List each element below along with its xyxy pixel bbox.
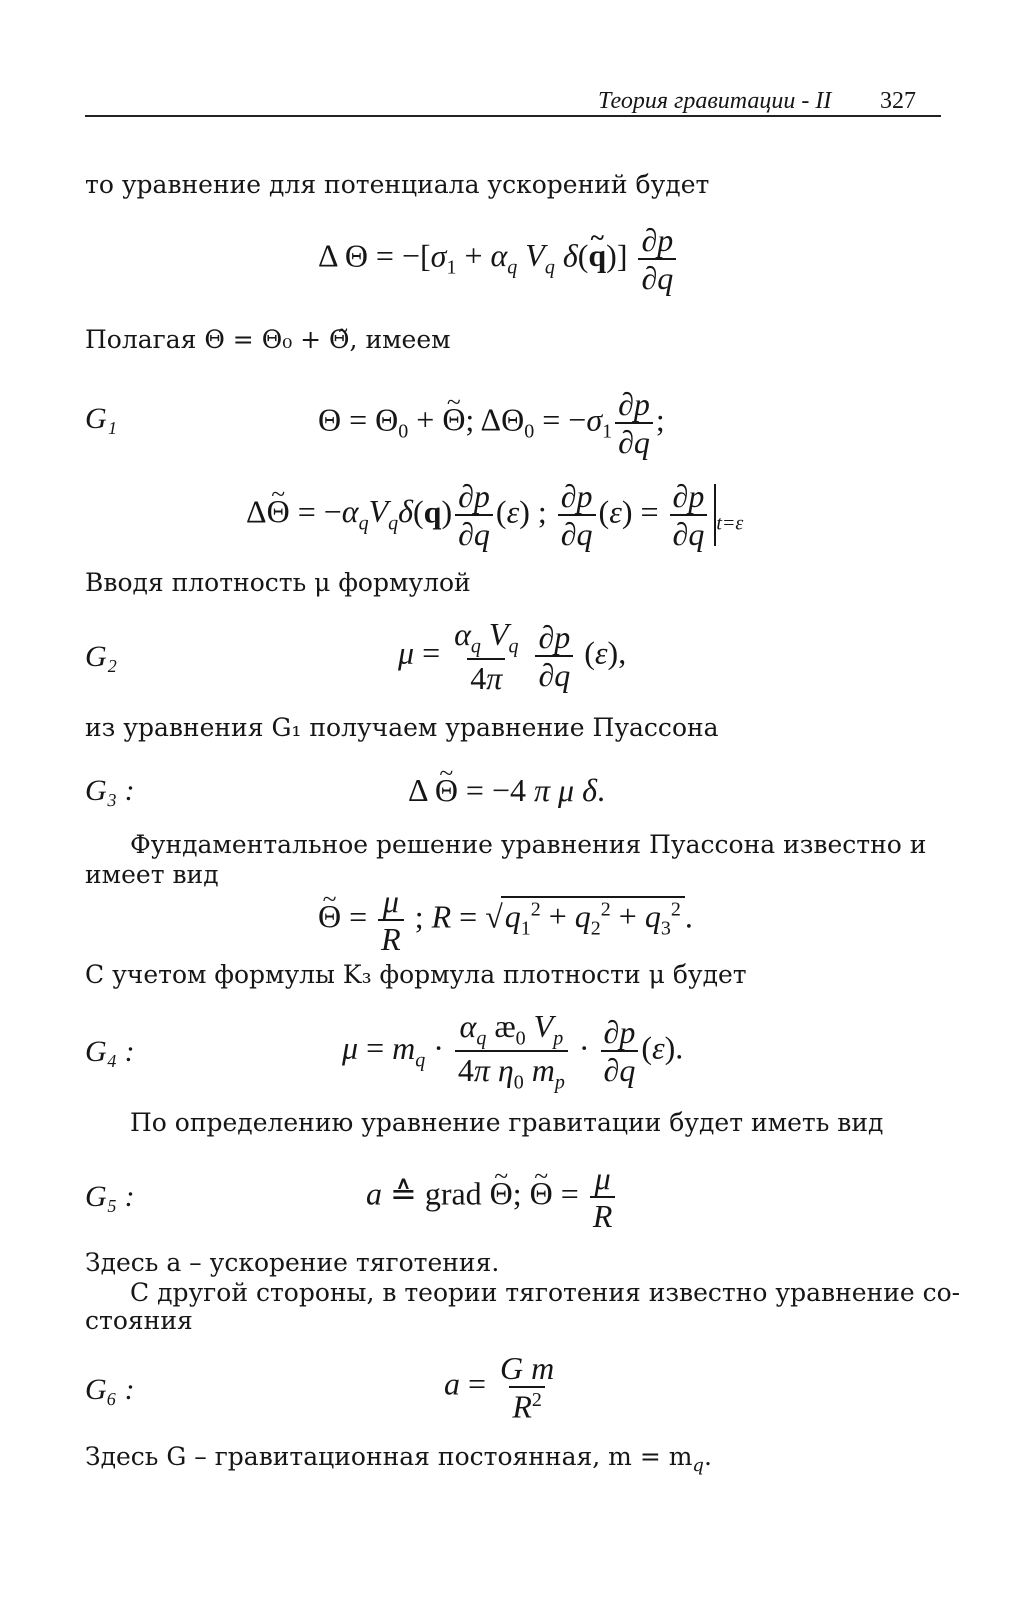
paragraph-4: из уравнения G₁ получаем уравнение Пуассона [85,713,719,742]
equation-g6: a = $\frac{\text{G m}}{R^2}$ [444,1350,555,1425]
paragraph-9-line-1: С другой стороны, в теории тяготения известно уравнение со- [130,1278,961,1307]
paragraph-5-line-1: Фундаментальное решение уравнения Пуассона известно и [130,830,927,859]
label-g4: G₄ : [85,1035,135,1068]
paragraph-6: С учетом формулы K₃ формула плотности μ будет [85,960,747,989]
equation-potential: Δ $\Theta = -[\sigma_1 + \alpha_q$ $V_q$ δ(~ q)] $\frac{\partial p}{\partial q}$ [318,224,679,294]
label-g5: G₅ : [85,1180,135,1213]
paragraph-10-text: Здесь G – гравитационная постоянная, m = m [85,1442,693,1471]
paragraph-10 [85,1442,712,1481]
header-rule [85,115,941,117]
paragraph-10-subscript: q [692,1455,704,1476]
label-g6: G₆ : [85,1373,135,1406]
label-g3: G₃ : [85,774,135,807]
paragraph-9-line-2: стояния [85,1306,193,1335]
equation-g2: μ = $\frac{\alpha_q V_q}{4\pi}$ $\frac{\partial p}{\partial q}$ (ε), [398,616,627,697]
page-number: 327 [880,88,916,114]
paragraph-8: Здесь a – ускорение тяготения. [85,1248,500,1277]
equation-g5: a ≙ grad ~ Θ; ~ Θ = $\frac{\mu}{R}$ [366,1162,618,1232]
equation-fundamental: ~ Θ = $\frac{\mu}{R}$ ; $R = √q_1^2 + q_2^2 + q_3^2$ . [318,885,693,955]
paragraph-2: Полагая Θ = Θ₀ + Θ̃, имеем [85,325,451,354]
equation-g4: $\mu = m_q$ · $\frac{\alpha_q æ_0 V_p}{4\pi \eta_0 m_p}$ · $\frac{\partial p}{\partial q}$ (ε). [342,1008,684,1094]
paragraph-1: то уравнение для потенциала ускорений будет [85,170,710,199]
paragraph-5-line-2: имеет вид [85,860,219,889]
label-g2: G₂ [85,640,118,673]
paragraph-10-end: . [703,1442,712,1471]
paragraph-7: По определению уравнение гравитации будет иметь вид [130,1108,884,1137]
label-g1: G₁ [85,402,118,435]
equation-g1-b: Δ~ $\Theta = -\alpha_qV_q\delta(q)$ $\frac{\partial p}{\partial q}$ (ε) ; $\frac{\partial p}{\partial q}$ (ε) = $\frac{\partial p}{\partial q}$ $_{t=\varepsilon}$ [246,480,743,550]
paragraph-3: Вводя плотность μ формулой [85,568,471,597]
equation-g1: $\Theta = \Theta_0$ + ~ Θ; $\Delta\Theta_0 = -\sigma_1$ $\frac{\partial p}{\partial q}$ ; [318,388,665,458]
running-title: Теория гравитации - II [598,88,832,114]
equation-g3: Δ ~ Θ = −4 π μ δ. [408,772,605,809]
